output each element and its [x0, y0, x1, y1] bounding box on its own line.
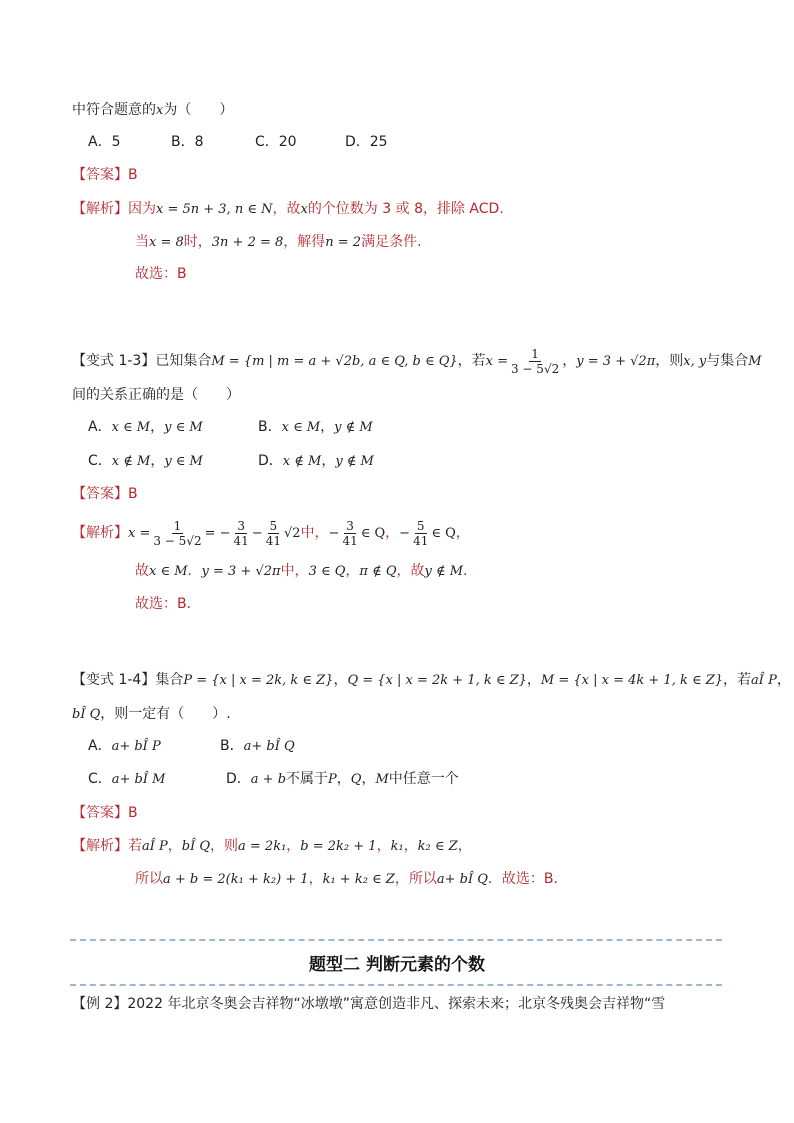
q13-stem-line-2: 间的关系正确的是（ ）: [72, 387, 240, 403]
analysis-label: 【解析】: [72, 201, 128, 217]
q14-label: 【变式 1-4】: [72, 672, 156, 688]
option-a: A．a+ bÎ P: [88, 738, 161, 754]
answer-value: B: [128, 167, 138, 183]
option-c: C．x ∉ M，y ∈ M: [88, 453, 203, 469]
answer-value: B: [128, 805, 138, 821]
prev-analysis-line-1: 【解析】因为x = 5n + 3, n ∈ N，故x的个位数为 3 或 8，排除 ACD.: [72, 201, 504, 217]
option-c: C．20: [255, 134, 297, 150]
q14-analysis-line-2: 所以a + b = 2(k₁ + k₂) + 1，k₁ + k₂ ∈ Z，所以a+ bÎ Q．故选：B.: [135, 871, 558, 887]
q13-answer: [72, 483, 138, 505]
section-divider-top: [70, 939, 722, 941]
q14-stem-line-1: 【变式 1-4】集合P = {x | x = 2k, k ∈ Z}，Q = {x | x = 2k + 1, k ∈ Z}，M = {x | x = 4k + 1, k ∈ Z}，若aÎ P，: [72, 672, 791, 688]
q14-options-row-1: [88, 735, 295, 758]
q13-stem-line-1: 【变式 1-3】已知集合M = {m | m = a + √2b, a ∈ Q, b ∈ Q}，若x = $\frac{1}{3 - 5√2}$ ，y = 3 + √2π，则x, y与集合M: [72, 346, 762, 376]
example-2-stem: 【例 2】2022 年北京冬奥会吉祥物“冰墩墩”寓意创造非凡、探索未来；北京冬残奥会吉祥物“雪: [72, 996, 666, 1012]
q13-options-row-1: [88, 416, 373, 439]
option-d: D．x ∉ M，y ∉ M: [258, 453, 374, 469]
example-2-label: 【例 2】: [72, 996, 128, 1012]
section-divider-bottom: [70, 984, 722, 986]
answer-label: 【答案】: [72, 805, 128, 821]
section-title: 题型二 判断元素的个数: [309, 955, 485, 975]
option-c: C．a+ bÎ M: [88, 771, 166, 787]
prev-analysis-line-2: 当x = 8时，3n + 2 = 8，解得n = 2满足条件.: [135, 234, 422, 250]
option-a: A．x ∈ M，y ∈ M: [88, 419, 203, 435]
analysis-label: 【解析】: [72, 838, 128, 854]
q13-label: 【变式 1-3】: [72, 353, 156, 369]
q14-answer: [72, 802, 138, 824]
option-b: B．x ∈ M，y ∉ M: [258, 419, 373, 435]
answer-label: 【答案】: [72, 167, 128, 183]
answer-label: 【答案】: [72, 486, 128, 502]
q14-stem-line-2: bÎ Q，则一定有（ ）.: [72, 706, 231, 722]
option-b: B．8: [171, 134, 204, 150]
q13-analysis-line-2: 故x ∈ M．y = 3 + √2π中，3 ∈ Q，π ∉ Q，故y ∉ M．: [135, 563, 478, 579]
q13-analysis-line-1: 【解析】x = $\frac{1}{3 - 5√2}$ = − $\frac{3}{41}$ − $\frac{5}{41}$ √2中，− $\frac{3}{41}$ ∈ Q，− $\frac{5}{41}$ ∈ Q，: [72, 518, 470, 548]
option-a: A．5: [88, 134, 121, 150]
q14-analysis-line-1: 【解析】若aÎ P，bÎ Q，则a = 2k₁，b = 2k₂ + 1，k₁，k₂ ∈ Z，: [72, 838, 472, 854]
q13-options-row-2: [88, 450, 374, 473]
answer-value: B: [128, 486, 138, 502]
fraction: $\frac{1}{3 - 5√2}$: [510, 346, 560, 376]
q13-analysis-line-3: 故选：B．: [135, 596, 201, 612]
option-b: B．a+ bÎ Q: [220, 738, 295, 754]
q14-options-row-2: [88, 768, 459, 791]
prev-answer: [72, 164, 138, 186]
prev-question-options: [88, 131, 388, 153]
prev-question-stem: 中符合题意的x为（ ）: [72, 102, 234, 118]
prev-analysis-line-3: 故选：B: [135, 266, 187, 282]
option-d: D．a + b不属于P，Q，M中任意一个: [226, 771, 459, 787]
analysis-label: 【解析】: [72, 525, 128, 541]
option-d: D．25: [345, 134, 388, 150]
